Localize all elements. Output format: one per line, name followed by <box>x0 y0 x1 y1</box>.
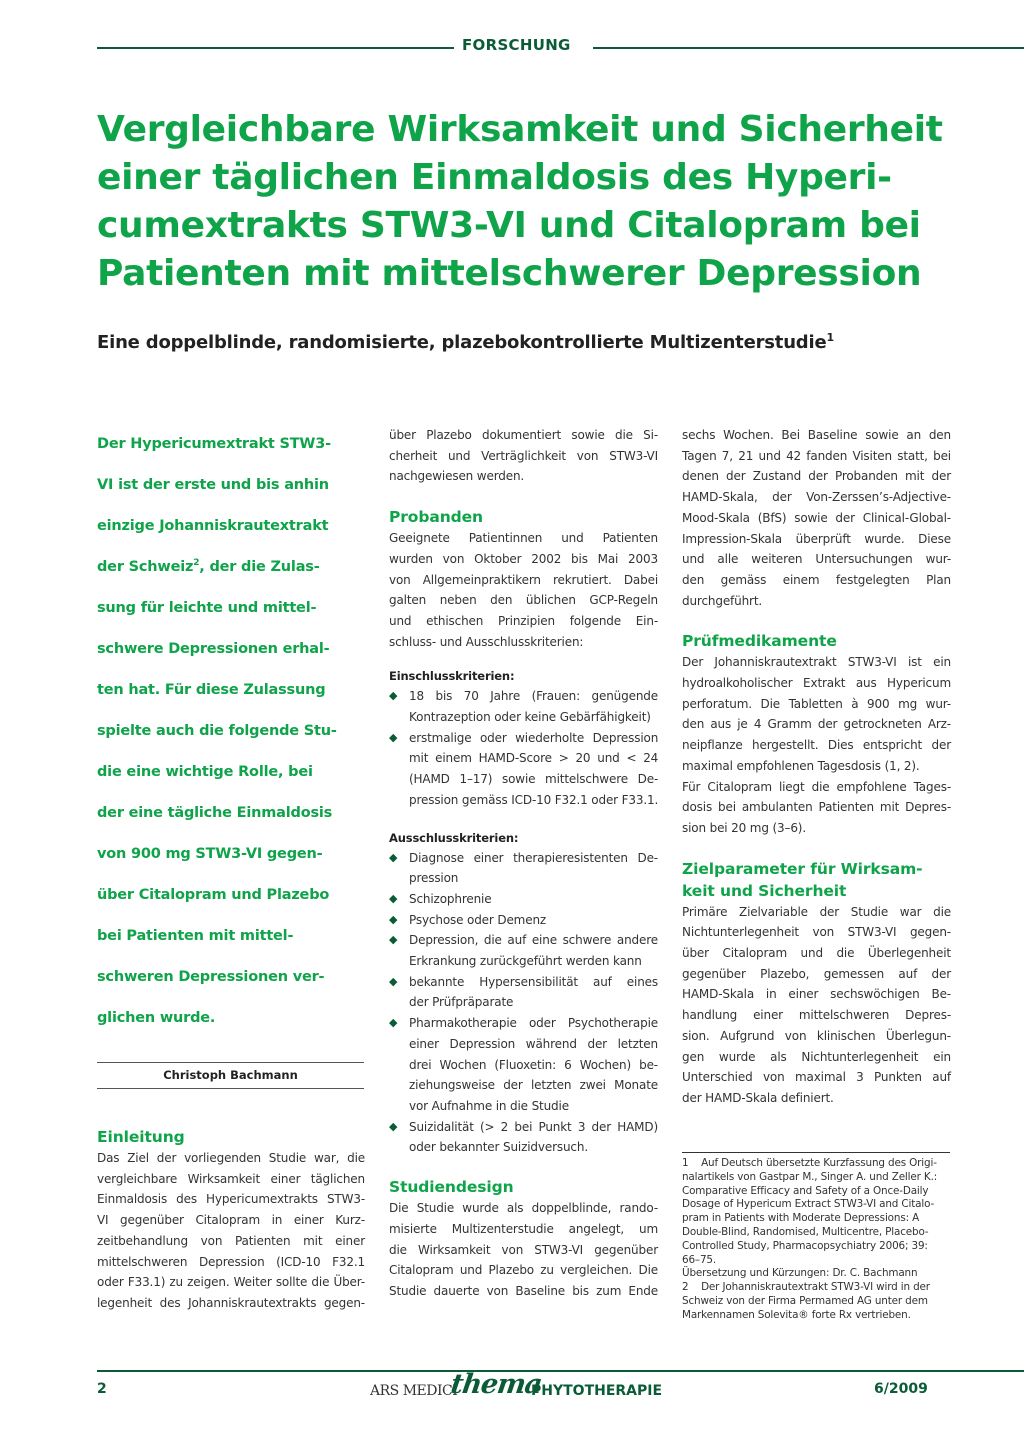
section-heading: Studiendesign <box>389 1178 514 1197</box>
text-line: Einmaldosis des Hypericumextrakts STW3- <box>97 1192 365 1207</box>
list-item <box>389 910 658 931</box>
text-line: misierte Multizenterstudie angelegt, um <box>389 1221 658 1236</box>
column-2 <box>389 425 658 1302</box>
section-heading: Einleitung <box>97 1128 185 1146</box>
diamond-bullet-icon: ◆ <box>389 1016 398 1030</box>
list-item <box>389 1013 658 1117</box>
footnote-line: Dosage of Hypericum Extract STW3-VI and Citalo- <box>682 1198 935 1211</box>
footnote-line: Comparative Efficacy and Safety of a Once-Daily <box>682 1184 929 1197</box>
logo-ars-medici: ARS MEDICI <box>370 1383 458 1399</box>
text-line: Pharmakotherapie oder Psychotherapie <box>409 1016 658 1031</box>
text-line: der HAMD-Skala definiert. <box>682 1090 834 1105</box>
text-line: wurden von Oktober 2002 bis Mai 2003 <box>389 551 658 566</box>
list-item <box>389 686 658 727</box>
diamond-bullet-icon: ◆ <box>389 974 398 988</box>
text-line: über Plazebo dokumentiert sowie die Si- <box>389 428 658 442</box>
diamond-bullet-icon: ◆ <box>389 912 398 926</box>
section-heading: Zielparameter für Wirksam- <box>682 859 923 878</box>
list-item <box>389 1117 658 1158</box>
lead-line: die eine wichtige Rolle, bei <box>97 764 313 780</box>
title-line: Patienten mit mittelschwerer Depression <box>97 253 922 294</box>
text-line: Citalopram und Plazebo zu vergleichen. Die <box>389 1263 658 1278</box>
text-line: Erkrankung zurückgeführt werden kann <box>409 954 642 969</box>
lead-line: einzige Johanniskrautextrakt <box>97 518 329 534</box>
text-line: ziehungsweise der letzten zwei Monate <box>409 1078 658 1093</box>
list-item <box>389 848 658 889</box>
text-line: gen wurde als Nichtunterlegenheit ein <box>682 1049 951 1064</box>
text-line: und ethischen Prinzipien folgende Ein- <box>389 613 658 628</box>
footnote-ref: 1 <box>826 331 834 344</box>
text-line: nachgewiesen werden. <box>389 469 525 484</box>
title-line: Vergleichbare Wirksamkeit und Sicherheit <box>97 109 943 150</box>
text-line: maximal empfohlenen Tagesdosis (1, 2). <box>682 758 920 773</box>
lead-line: von 900 mg STW3-VI gegen- <box>97 846 323 862</box>
text-line: Studie dauerte von Baseline bis zum Ende <box>389 1283 658 1298</box>
text-line: Die Studie wurde als doppelblinde, rando- <box>389 1201 658 1216</box>
text-line: sion. Aufgrund von klinischen Überlegun- <box>682 1028 951 1043</box>
text-line: vor Aufnahme in die Studie <box>409 1098 569 1113</box>
header-rule-left <box>97 47 454 49</box>
text-line: drei Wochen (Fluoxetin: 6 Wochen) be- <box>409 1057 658 1072</box>
lead-line: der eine tägliche Einmaldosis <box>97 805 333 821</box>
title-line: cumextrakts STW3-VI und Citalopram bei <box>97 205 921 246</box>
text-line: sechs Wochen. Bei Baseline sowie an den <box>682 428 951 442</box>
text-line: Impression-Skala überprüft wurde. Diese <box>682 531 951 546</box>
lead-line: Der Hypericumextrakt STW3- <box>97 436 331 452</box>
list-item <box>389 728 658 811</box>
footnote-line: Übersetzung und Kürzungen: Dr. C. Bachmann <box>682 1267 918 1280</box>
author-box <box>97 1062 364 1089</box>
text-line: Das Ziel der vorliegenden Studie war, die <box>97 1151 365 1165</box>
subtitle-text: Eine doppelblinde, randomisierte, plazebokontrollierte Multizenterstudie <box>97 332 827 353</box>
diamond-bullet-icon: ◆ <box>389 730 398 744</box>
text-line: Nichtunterlegenheit von STW3-VI gegen- <box>682 925 951 940</box>
text-line: durchgeführt. <box>682 593 763 608</box>
text-line: schluss- und Ausschlusskriterien: <box>389 634 584 649</box>
text-line: VI gegenüber Citalopram in einer Kurz- <box>97 1213 365 1228</box>
section-einleitung <box>97 1126 365 1314</box>
author-name: Christoph Bachmann <box>163 1068 298 1082</box>
text-line: Mood-Skala (BfS) sowie der Clinical-Global- <box>682 510 951 525</box>
lead-line: glichen wurde. <box>97 1010 216 1026</box>
text-line: der Prüfpräparate <box>409 995 514 1010</box>
lead-line-part: der Schweiz <box>97 559 194 575</box>
section-label: FORSCHUNG <box>462 36 571 54</box>
footnote-line: Markennamen Solevita® forte Rx vertrieben. <box>682 1308 911 1321</box>
lead-line: sung für leichte und mittel- <box>97 600 317 616</box>
text-line: perforatum. Die Tabletten à 900 mg wur- <box>682 696 951 711</box>
diamond-bullet-icon: ◆ <box>389 850 398 864</box>
title-line: einer täglichen Einmaldosis des Hyperi- <box>97 157 892 198</box>
diamond-bullet-icon: ◆ <box>389 933 398 947</box>
column-3 <box>682 425 951 1109</box>
subheading: Einschlusskriterien: <box>389 669 515 684</box>
text-line: die Wirksamkeit von STW3-VI gegenüber <box>389 1242 658 1257</box>
text-line: oder bekannter Suizidversuch. <box>409 1140 588 1155</box>
footnote-line: Double-Blind, Randomised, Multicentre, Placebo- <box>682 1225 929 1238</box>
page-number: 2 <box>97 1381 107 1397</box>
diamond-bullet-icon: ◆ <box>389 891 398 905</box>
text-line: von Allgemeinpraktikern rekrutiert. Dabei <box>389 572 658 587</box>
text-line: mittelschweren Depression (ICD-10 F32.1 <box>97 1254 365 1269</box>
text-line: hydroalkoholischer Extrakt aus Hypericum <box>682 676 951 691</box>
lead-line: ten hat. Für diese Zulassung <box>97 682 326 698</box>
issue-number: 6/2009 <box>874 1381 928 1397</box>
diamond-bullet-icon: ◆ <box>389 1119 398 1133</box>
footnote-line: 66–75. <box>682 1253 717 1266</box>
footnote-ref: 2 <box>193 558 200 569</box>
text-line: (HAMD 1–17) sowie mittelschwere De- <box>409 772 659 787</box>
text-line: Der Johanniskrautextrakt STW3-VI ist ein <box>682 655 951 670</box>
text-line: legenheit des Johanniskrautextrakts gegen- <box>97 1295 365 1310</box>
text-line: HAMD-Skala in einer sechswöchigen Be- <box>682 987 951 1002</box>
text-line: den aus je 4 Gramm der getrockneten Arz- <box>682 717 951 732</box>
text-line: galten neben den üblichen GCP-Regeln <box>389 593 658 608</box>
list-item <box>389 930 658 971</box>
text-line: sion bei 20 mg (3–6). <box>682 820 806 835</box>
text-line: Suizidalität (> 2 bei Punkt 3 der HAMD) <box>409 1119 658 1134</box>
text-line: bekannte Hypersensibilität auf eines <box>409 974 658 989</box>
footer-rule <box>97 1370 1024 1372</box>
text-line: cherheit und Verträglichkeit von STW3-VI <box>389 448 658 463</box>
lead-line: VI ist der erste und bis anhin <box>97 477 329 493</box>
footnote-line: 2 Der Johanniskrautextrakt STW3-VI wird in der <box>682 1281 930 1294</box>
text-line: Tagen 7, 21 und 42 fanden Visiten statt, bei <box>682 448 951 463</box>
text-line: Für Citalopram liegt die empfohlene Tages- <box>682 779 951 794</box>
text-line: Kontrazeption oder keine Gebärfähigkeit) <box>409 710 651 725</box>
lead-line: schweren Depressionen ver- <box>97 969 325 985</box>
text-line: vergleichbare Wirksamkeit einer täglichen <box>97 1171 365 1186</box>
footnote-line: Schweiz von der Firma Permamed AG unter dem <box>682 1294 928 1307</box>
text-line: über Citalopram und die Überlegenheit <box>682 946 951 961</box>
lead-line: bei Patienten mit mittel- <box>97 928 294 944</box>
footnote-line: nalartikels von Gastpar M., Singer A. und Zeller K.: <box>682 1170 938 1183</box>
text-line: Psychose oder Demenz <box>409 912 547 927</box>
text-line: 18 bis 70 Jahre (Frauen: genügende <box>409 689 658 704</box>
article-subtitle <box>97 331 834 353</box>
footnote-line: pram in Patients with Moderate Depressions: A <box>682 1212 920 1225</box>
section-heading: keit und Sicherheit <box>682 881 847 900</box>
lead-line <box>97 547 363 588</box>
section-heading: Prüfmedikamente <box>682 632 837 651</box>
text-line: einer Depression während der letzten <box>409 1036 658 1051</box>
lead-line-part: , der die Zulas- <box>199 559 320 575</box>
article-title <box>97 106 977 298</box>
footnote-rule <box>682 1152 950 1153</box>
text-line: Diagnose einer therapieresistenten De- <box>409 850 658 865</box>
header-rule-right <box>593 47 1024 49</box>
text-line: pression <box>409 871 459 886</box>
text-line: mit einem HAMD-Score > 20 und < 24 <box>409 751 659 766</box>
text-line: gegenüber Plazebo, gemessen auf der <box>682 966 951 981</box>
list-item <box>389 889 658 910</box>
text-line: denen der Zustand der Probanden mit der <box>682 469 951 484</box>
lead-line: spielte auch die folgende Stu- <box>97 723 337 739</box>
text-line: Unterschied von maximal 3 Punkten auf <box>682 1070 951 1085</box>
text-line: erstmalige oder wiederholte Depression <box>409 730 659 745</box>
text-line: pression gemäss ICD-10 F32.1 oder F33.1. <box>409 792 659 807</box>
text-line: oder F33.1) zu zeigen. Weiter sollte die Über- <box>97 1275 365 1290</box>
lead-line: über Citalopram und Plazebo <box>97 887 330 903</box>
text-line: neipflanze hergestellt. Dies entspricht der <box>682 738 951 753</box>
text-line: HAMD-Skala, der Von-Zerssen’s-Adjective- <box>682 490 951 505</box>
footer-section-label: PHYTOTHERAPIE <box>531 1383 663 1399</box>
text-line: Geeignete Patientinnen und Patienten <box>389 531 658 546</box>
text-line: dosis bei ambulanten Patienten mit Depres- <box>682 800 951 815</box>
text-line: Primäre Zielvariable der Studie war die <box>682 904 951 919</box>
text-line: Schizophrenie <box>409 891 492 906</box>
text-line: zeitbehandlung von Patienten mit einer <box>97 1233 365 1248</box>
lead-paragraph <box>97 424 363 1039</box>
text-line: handlung einer mittelschweren Depres- <box>682 1008 951 1023</box>
section-heading: Probanden <box>389 508 483 527</box>
logo-thema: thema <box>448 1369 544 1400</box>
text-line: den gemäss einem festgelegten Plan <box>682 572 951 587</box>
diamond-bullet-icon: ◆ <box>389 689 398 703</box>
text-line: Depression, die auf eine schwere andere <box>409 933 658 948</box>
subheading: Ausschlusskriterien: <box>389 830 519 845</box>
footnote-line: Controlled Study, Pharmacopsychiatry 2006; 39: <box>682 1239 928 1252</box>
lead-line: schwere Depressionen erhal- <box>97 641 330 657</box>
list-item <box>389 972 658 1013</box>
footnote-line: 1 Auf Deutsch übersetzte Kurzfassung des Origi- <box>682 1157 937 1169</box>
text-line: und alle weiteren Untersuchungen wur- <box>682 552 951 567</box>
footnotes <box>682 1157 954 1323</box>
